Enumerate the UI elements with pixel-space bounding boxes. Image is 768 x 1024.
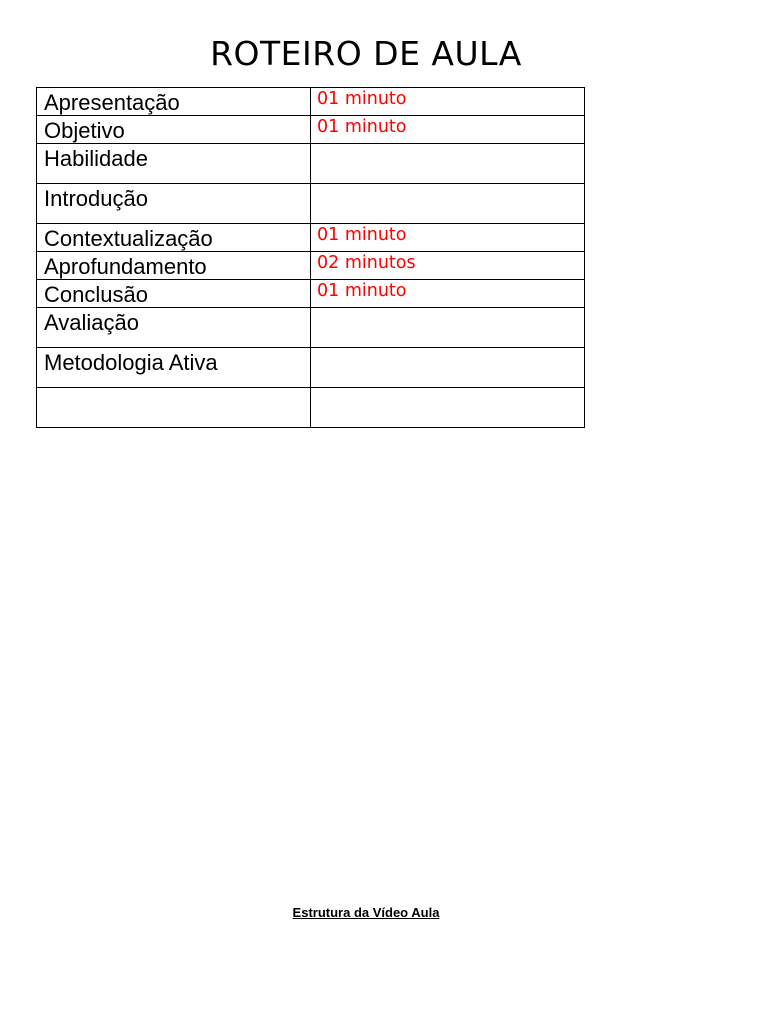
row-duration-apresentacao: 01 minuto — [311, 88, 585, 116]
page-title: ROTEIRO DE AULA — [210, 34, 522, 73]
row-duration-contextualizacao: 01 minuto — [311, 224, 585, 252]
table-row — [37, 308, 585, 348]
row-label-conclusao: Conclusão — [37, 280, 311, 308]
table-row — [37, 348, 585, 388]
table-row — [37, 184, 585, 224]
row-duration-objetivo: 01 minuto — [311, 116, 585, 144]
row-duration-avaliacao — [311, 308, 585, 348]
row-label-metodologia-ativa: Metodologia Ativa — [37, 348, 311, 388]
table-row — [37, 224, 585, 252]
row-label-apresentacao: Apresentação — [37, 88, 311, 116]
footer-caption: Estrutura da Vídeo Aula — [292, 905, 440, 920]
row-duration-habilidade — [311, 144, 585, 184]
row-label-introducao: Introdução — [37, 184, 311, 224]
row-label-avaliacao: Avaliação — [37, 308, 311, 348]
table-row — [37, 388, 585, 428]
lesson-plan-table — [36, 87, 585, 428]
row-label-objetivo: Objetivo — [37, 116, 311, 144]
row-label-contextualizacao: Contextualização — [37, 224, 311, 252]
row-duration-introducao — [311, 184, 585, 224]
row-duration-conclusao: 01 minuto — [311, 280, 585, 308]
table-row — [37, 116, 585, 144]
row-duration-aprofundamento: 02 minutos — [311, 252, 585, 280]
table-row — [37, 252, 585, 280]
table-row — [37, 280, 585, 308]
table-row — [37, 144, 585, 184]
row-duration-metodologia-ativa — [311, 348, 585, 388]
row-label-empty — [37, 388, 311, 428]
table-row — [37, 88, 585, 116]
row-label-aprofundamento: Aprofundamento — [37, 252, 311, 280]
row-duration-empty — [311, 388, 585, 428]
row-label-habilidade: Habilidade — [37, 144, 311, 184]
